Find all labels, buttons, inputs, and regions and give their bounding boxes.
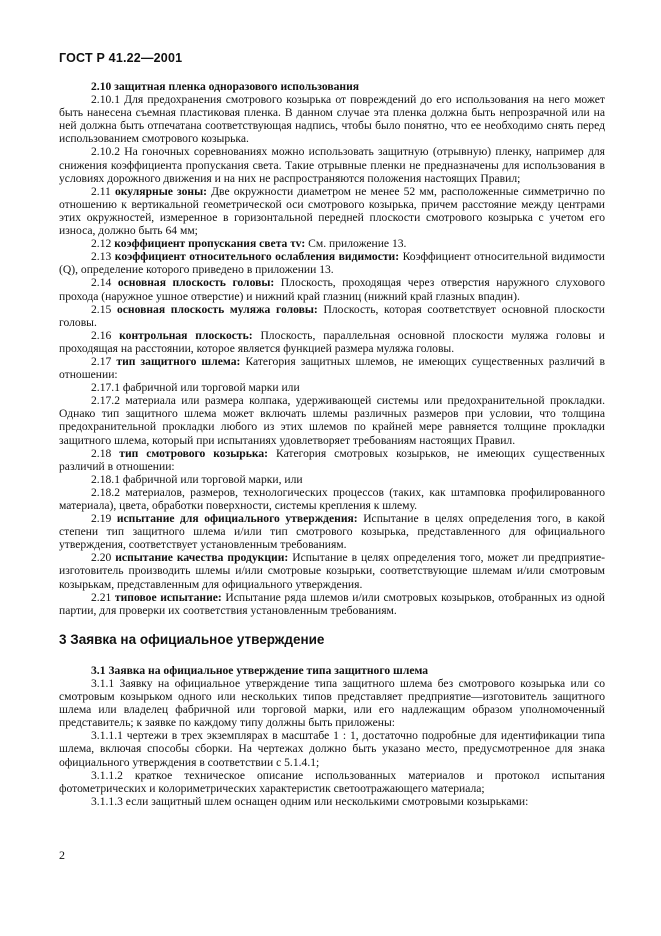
clause-number: 2.15 <box>91 302 112 316</box>
clause-term: испытание качества продукции: <box>115 551 289 565</box>
clause-number: 2.16 <box>91 328 112 342</box>
clause-number: 2.18.1 <box>91 472 120 486</box>
clause-number: 3.1 <box>91 663 106 677</box>
clause-text: материала или размера колпака, удерживающей системы или предохранительной прокладки. Однако тип защитного шлема может включать шлемы различных размеров при условии, что толщина предохранительной прокладки любого из этих шлемов по крайней мере равняется толщине прокладки защитного шлема, который при испытаниях удовлетворяет требованиям настоящих Правил. <box>59 394 605 447</box>
clause-text: материалов, размеров, технологических процессов (таких, как штамповка профилированного материала), цвета, обработки поверхности, системы крепления к шлему. <box>59 485 606 512</box>
clause-term: коэффициент пропускания света τv: <box>114 237 306 251</box>
clause-text: На гоночных соревнованиях можно использовать защитную (отрывную) пленку, например для снижения коэффициента пропускания света. Такие отрывные пленки не предназначены для использования в условиях дорожного движения и на них не распространяются положения настоящих Правил; <box>59 145 605 185</box>
clause-2-10-2 <box>59 145 605 184</box>
clause-term: окулярные зоны: <box>114 184 208 198</box>
clause-number: 2.10 <box>91 80 112 93</box>
section-3-list <box>59 664 605 808</box>
clause-number: 2.20 <box>91 551 112 565</box>
page-number: 2 <box>59 848 65 862</box>
clause-2-11 <box>59 185 605 237</box>
clause-term: основная плоскость муляжа головы: <box>116 302 318 316</box>
chapter-title: 3 Заявка на официальное утверждение <box>59 631 325 647</box>
clause-term: тип смотрового козырька: <box>119 446 269 460</box>
clause-term: основная плоскость головы: <box>117 276 275 290</box>
clause-2-10 <box>59 80 605 93</box>
clause-text: Для предохранения смотрового козырька от повреждений до его использования на него может быть нанесена съемная пластиковая пленка. В данном случае эта пленка должна быть непрозрачной или на ней должна быть отпечатана соответствующая надпись, чтобы было понятно, что ее необходимо снять перед использованием смотрового козырька. <box>59 93 605 146</box>
clause-3-1 <box>59 664 605 677</box>
clause-2-14 <box>59 276 605 302</box>
clause-2-21 <box>59 591 605 617</box>
clause-text: Коэффициент относительной видимости (Q), определение которого приведено в приложении 13. <box>59 250 606 277</box>
clause-number: 2.10.2 <box>91 145 120 159</box>
clause-number: 2.19 <box>91 512 112 526</box>
clause-term: коэффициент относительного ослабления видимости: <box>114 250 400 264</box>
clause-number: 2.21 <box>91 590 112 604</box>
clause-number: 3.1.1.1 <box>91 729 123 743</box>
clause-2-16 <box>59 329 605 355</box>
clause-2-19 <box>59 512 605 551</box>
clause-2-13 <box>59 250 605 276</box>
clause-text: Плоскость, которая соответствует основной плоскости головы. <box>59 302 606 329</box>
clause-text: См. приложение 13. <box>308 237 407 251</box>
clause-text: Заявку на официальное утверждение типа защитного шлема без смотрового козырька или со смотровым козырьком одного или нескольких типов представляет предприятие—изготовитель защитного шлема или владелец фабричной или торговой марки, или его надлежащим образом уполномоченный представитель; к заявке по каждому типу должны быть приложены: <box>59 676 606 730</box>
clause-number: 3.1.1.2 <box>91 768 123 782</box>
clause-term: защитная пленка одноразового использования <box>114 80 360 93</box>
clause-text: Испытание ряда шлемов и/или смотровых козырьков, отобранных из одной партии, для проверки их соответствия установленным требованиям. <box>59 590 605 617</box>
clause-term: испытание для официального утверждения: <box>116 512 358 526</box>
section-2-list <box>59 80 605 617</box>
clause-term: контрольная плоскость: <box>119 328 253 342</box>
clause-number: 2.17.1 <box>91 381 120 395</box>
clause-text: Категория смотровых козырьков, не имеющих существенных различий в отношении: <box>59 446 605 473</box>
clause-2-17-2 <box>59 394 605 446</box>
clause-text: краткое техническое описание использованных материалов и протокол испытания фотометрических и колориметрических характеристик светоотражающего материала; <box>59 768 605 795</box>
clause-number: 2.12 <box>91 237 112 251</box>
clause-text: если защитный шлем оснащен одним или несколькими смотровыми козырьками: <box>125 794 529 808</box>
clause-text: Испытание в целях определения того, в какой степени тип защитного шлема и/или тип смотрового козырька, представленного для официального утверждения, соответствует установленным требованиям. <box>59 512 606 552</box>
clause-text: Категория защитных шлемов, не имеющих существенных различий в отношении: <box>59 354 606 382</box>
clause-3-1-1-3 <box>59 795 605 808</box>
clause-number: 2.17 <box>91 354 112 368</box>
clause-3-1-1-2 <box>59 769 605 795</box>
clause-text: Плоскость, параллельная основной плоскости муляжа головы и проходящая на расстоянии, которое является функцией размера муляжа головы. <box>59 328 605 355</box>
clause-term: тип защитного шлема: <box>116 354 241 368</box>
clause-term: типовое испытание: <box>114 590 222 604</box>
clause-number: 3.1.1 <box>91 676 115 690</box>
clause-number: 2.10.1 <box>91 93 120 107</box>
document-body <box>59 80 605 808</box>
clause-2-18-2 <box>59 486 605 512</box>
clause-number: 2.13 <box>91 250 112 264</box>
clause-2-12 <box>59 237 605 250</box>
clause-3-1-1-1 <box>59 729 605 768</box>
clause-2-17-1 <box>59 381 605 394</box>
clause-number: 2.18 <box>91 446 112 460</box>
clause-2-17 <box>59 355 605 381</box>
clause-text: чертежи в трех экземплярах в масштабе 1 : 1, достаточно подробные для идентификации типа шлема, включая способы сборки. На чертежах должно быть указано место, предусмотренное для знака официального утверждения в соответствии с 5.1.4.1; <box>59 729 605 769</box>
clause-text: фабричной или торговой марки или <box>122 381 300 395</box>
clause-text: Испытание в целях определения того, может ли предприятие-изготовитель производить шлемы и/или смотровые козырьки, соответствующие шлемам и/или смотровым козырькам, представленным для официального утверждения. <box>59 551 605 591</box>
clause-2-10-1 <box>59 93 605 145</box>
clause-number: 2.11 <box>91 184 111 198</box>
clause-2-18-1 <box>59 473 605 486</box>
clause-2-18 <box>59 447 605 473</box>
clause-text: Две окружности диаметром не менее 52 мм, расположенные симметрично по отношению к вертикальной геометрической оси смотрового козырька, причем расстояние между центрами этих окружностей, измеренное в горизонтальной передней плоскости смотрового козырька с учетом его износа, должно быть 64 мм; <box>59 184 606 238</box>
document-header: ГОСТ Р 41.22—2001 <box>59 51 183 65</box>
clause-term: Заявка на официальное утверждение типа защитного шлема <box>108 663 429 677</box>
clause-text: фабричной или торговой марки, или <box>122 472 303 486</box>
clause-number: 2.18.2 <box>91 485 120 499</box>
clause-number: 3.1.1.3 <box>91 794 123 808</box>
clause-3-1-1 <box>59 677 605 729</box>
clause-text: Плоскость, проходящая через отверстия наружного слухового прохода (наружное ушное отверстие) и нижний край глазниц (нижний край глазных впадин). <box>59 276 605 303</box>
clause-number: 2.14 <box>91 276 112 290</box>
clause-2-20 <box>59 551 605 590</box>
clause-2-15 <box>59 303 605 329</box>
clause-number: 2.17.2 <box>91 394 120 408</box>
